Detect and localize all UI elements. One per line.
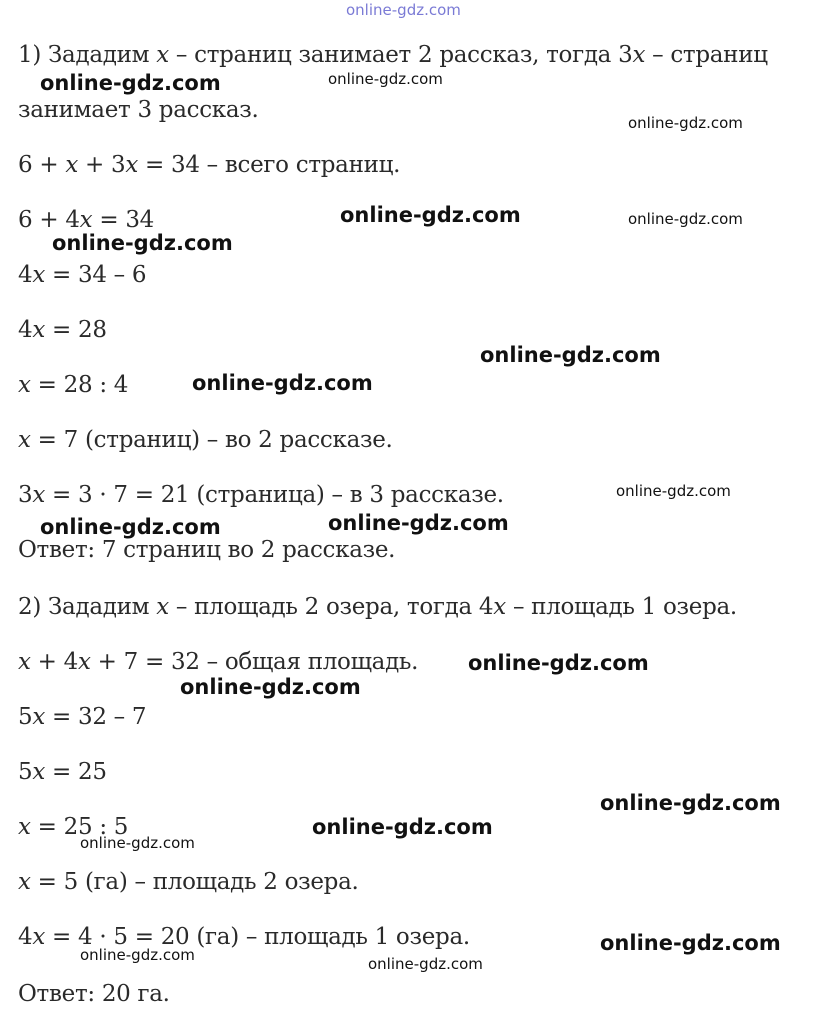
watermark: online-gdz.com xyxy=(328,511,509,535)
task2-equation-6: 4x = 4 · 5 = 20 (га) – площадь 1 озера. xyxy=(18,924,470,950)
watermark: online-gdz.com xyxy=(192,371,373,395)
task1-equation-5: x = 28 : 4 xyxy=(18,372,129,398)
task2-intro: 2) Зададим x – площадь 2 озера, тогда 4x – площадь 1 озера. xyxy=(18,594,737,620)
task2-equation-1: x + 4x + 7 = 32 – общая площадь. xyxy=(18,649,419,675)
task1-equation-2: 6 + 4x = 34 xyxy=(18,207,155,233)
task1-equation-3: 4x = 34 – 6 xyxy=(18,262,147,288)
watermark: online-gdz.com xyxy=(328,70,443,88)
watermark: online-gdz.com xyxy=(628,114,743,132)
task1-intro-continued: занимает 3 рассказ. xyxy=(18,97,259,123)
watermark: online-gdz.com xyxy=(468,651,649,675)
header-watermark: online-gdz.com xyxy=(346,1,461,19)
watermark: online-gdz.com xyxy=(312,815,493,839)
task1-equation-7: 3x = 3 · 7 = 21 (страница) – в 3 рассказе. xyxy=(18,482,504,508)
watermark: online-gdz.com xyxy=(616,482,731,500)
task2-answer: Ответ: 20 га. xyxy=(18,981,170,1007)
watermark: online-gdz.com xyxy=(40,515,221,539)
watermark: online-gdz.com xyxy=(80,834,195,852)
watermark: online-gdz.com xyxy=(180,675,361,699)
task2-equation-4: x = 25 : 5 xyxy=(18,814,129,840)
task1-equation-6: x = 7 (страниц) – во 2 рассказе. xyxy=(18,427,393,453)
task2-equation-2: 5x = 32 – 7 xyxy=(18,704,147,730)
watermark: online-gdz.com xyxy=(600,931,781,955)
task2-equation-5: x = 5 (га) – площадь 2 озера. xyxy=(18,869,359,895)
watermark: online-gdz.com xyxy=(600,791,781,815)
task1-equation-1: 6 + x + 3x = 34 – всего страниц. xyxy=(18,152,401,178)
watermark: online-gdz.com xyxy=(80,946,195,964)
task1-answer: Ответ: 7 страниц во 2 рассказе. xyxy=(18,537,396,563)
task2-equation-3: 5x = 25 xyxy=(18,759,107,785)
watermark: online-gdz.com xyxy=(628,210,743,228)
watermark: online-gdz.com xyxy=(340,203,521,227)
watermark: online-gdz.com xyxy=(52,231,233,255)
task1-equation-4: 4x = 28 xyxy=(18,317,107,343)
watermark: online-gdz.com xyxy=(368,955,483,973)
watermark: online-gdz.com xyxy=(480,343,661,367)
watermark: online-gdz.com xyxy=(40,71,221,95)
task1-intro: 1) Зададим x – страниц занимает 2 рассказ, тогда 3x – страниц xyxy=(18,42,768,68)
